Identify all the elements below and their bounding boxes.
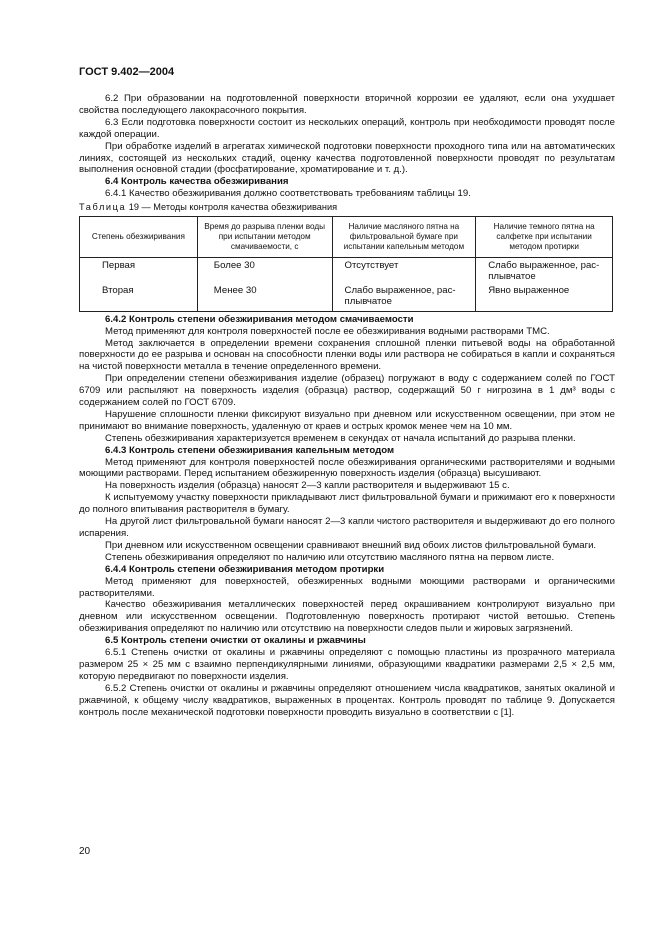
- document-body: [79, 93, 615, 719]
- paragraph: Степень обезжиривания характеризуется временем в секундах от начала испытаний до разрыва пленки.: [105, 432, 576, 444]
- paragraph: При обработке изделий в агрегатах химической подготовки поверхности проходного типа или на автоматических линиях, состоящей из нескольких стадий, оценку качества подготовленной поверхности проводят по результатам выполнения основной стадии (фосфатирование, хроматирование и т. д.).: [79, 140, 615, 176]
- paragraph: Качество обезжиривания металлических поверхностей перед окрашиванием контролируют визуально при дневном или искусственном освещении. Подготовленную поверхность протирают чистой ветошью. Степень обезжиривания определяют по наличию или отсутствию на поверхности следов пыли и жировых загрязнений.: [79, 599, 615, 635]
- paragraph: 6.2 При образовании на подготовленной поверхности вторичной коррозии ее удаляют, если она ухудшает свойства последующего лакокрасочного покрытия.: [79, 93, 615, 116]
- section-heading: 6.4 Контроль качества обезжиривания: [105, 176, 289, 188]
- table-row: [80, 258, 613, 283]
- section-heading: 6.4.4 Контроль степени обезжиривания методом протирки: [105, 563, 385, 575]
- section-heading: 6.4.3 Контроль степени обезжиривания капельным методом: [105, 444, 395, 456]
- paragraph: Метод применяют для контроля поверхностей после обезжиривания органическими растворителями и водными моющими растворами. Перед испытанием обезжиренную поверхность изделия (образца) высушивают.: [79, 456, 615, 480]
- paragraph: Метод применяют для контроля поверхностей после ее обезжиривания водными растворами ТМС.: [105, 325, 550, 337]
- document-header: ГОСТ 9.402—2004: [79, 66, 175, 78]
- table-cell: Слабо выраженное, рас-плывчатое: [332, 283, 476, 311]
- table-cell: Отсутствует: [332, 258, 476, 283]
- table-header-cell: Наличие темного пятна на салфетке при испытании методом протирки: [476, 217, 613, 258]
- table-cell: Первая: [80, 258, 198, 283]
- paragraph: 6.5.1 Степень очистки от окалины и ржавчины определяют с помощью пластины из прозрачного материала размером 25 × 25 мм с взаимно перпендикулярными линиями, образующими квадратики размерами 2,5 × 2,5 мм, которую передвигают по поверхности изделия.: [79, 647, 615, 682]
- paragraph: На другой лист фильтровальной бумаги наносят 2—3 капли чистого растворителя и выдерживают до его полного испарения.: [79, 516, 615, 539]
- section-heading: 6.5 Контроль степени очистки от окалины и ржавчины: [105, 635, 366, 647]
- paragraph: Метод применяют для поверхностей, обезжиренных водными моющими растворами и органическими растворителями.: [79, 575, 615, 599]
- table-header-cell: Время до разрыва пленки воды при испытании методом смачиваемости, с: [197, 217, 332, 258]
- table-cell: Более 30: [197, 258, 332, 283]
- paragraph: На поверхность изделия (образца) наносят 2—3 капли растворителя и выдерживают 15 с.: [105, 480, 510, 492]
- table-header-cell: Наличие масляного пятна на фильтровальной бумаге при испытании капельным методом: [332, 217, 476, 258]
- table-cell: Вторая: [80, 283, 198, 311]
- table-row: [80, 283, 613, 311]
- table-caption-text: 19 — Методы контроля качества обезжиривания: [126, 202, 338, 213]
- quality-methods-table: [79, 216, 613, 312]
- section-heading: 6.4.2 Контроль степени обезжиривания методом смачиваемости: [105, 313, 414, 325]
- paragraph: К испытуемому участку поверхности прикладывают лист фильтровальной бумаги и прижимают его к поверхности до полного впитывания растворителя в бумагу.: [79, 492, 615, 516]
- paragraph: Степень обезжиривания определяют по наличию или отсутствию масляного пятна на первом листе.: [105, 551, 555, 563]
- paragraph: 6.4.1 Качество обезжиривания должно соответствовать требованиям таблицы 19.: [105, 188, 471, 200]
- paragraph: Нарушение сплошности пленки фиксируют визуально при дневном или искусственном освещении, при этом не принимают во внимание поверхность, удаленную от краев и острых кромок менее чем на 10 мм.: [79, 408, 615, 432]
- paragraph: Метод заключается в определении времени сохранения сплошной пленки питьевой воды на обработанной поверхности до ее разрыва и основан на способности пленки воды или раствора не собираться в капли и сохраняться на чистой поверхности металла в течение определенного времени.: [79, 337, 615, 373]
- paragraph: При дневном или искусственном освещении сравнивают внешний вид обоих листов фильтровальной бумаги.: [105, 539, 597, 551]
- page-number: 20: [79, 846, 91, 857]
- paragraph: 6.5.2 Степень очистки от окалины и ржавчины определяют отношением числа квадратиков, занятых окалиной и ржавчиной, к общему числу квадратиков, выраженных в процентах. Контроль проводят по таблице 9. Допускается контроль после механической подготовки поверхности проводить визуально в соответствии с [1].: [79, 682, 615, 718]
- table-cell: Явно выраженное: [476, 283, 613, 311]
- table-header-cell: Степень обезжиривания: [80, 217, 198, 258]
- table-cell: Слабо выраженное, рас-плывчатое: [476, 258, 613, 283]
- table-caption: [79, 202, 615, 214]
- paragraph: При определении степени обезжиривания изделие (образец) погружают в воду с содержанием солей по ГОСТ 6709 или распыляют на поверхность изделия (образца) раствор, содержащий 50 г нигрозина в 1 дм³ воды с содержанием солей по ГОСТ 6709.: [79, 373, 615, 409]
- paragraph: 6.3 Если подготовка поверхности состоит из нескольких операций, контроль при необходимости проводят после каждой операции.: [79, 116, 615, 140]
- table-caption-prefix: Таблица: [79, 202, 127, 213]
- table-header-row: [80, 217, 613, 258]
- table-cell: Менее 30: [197, 283, 332, 311]
